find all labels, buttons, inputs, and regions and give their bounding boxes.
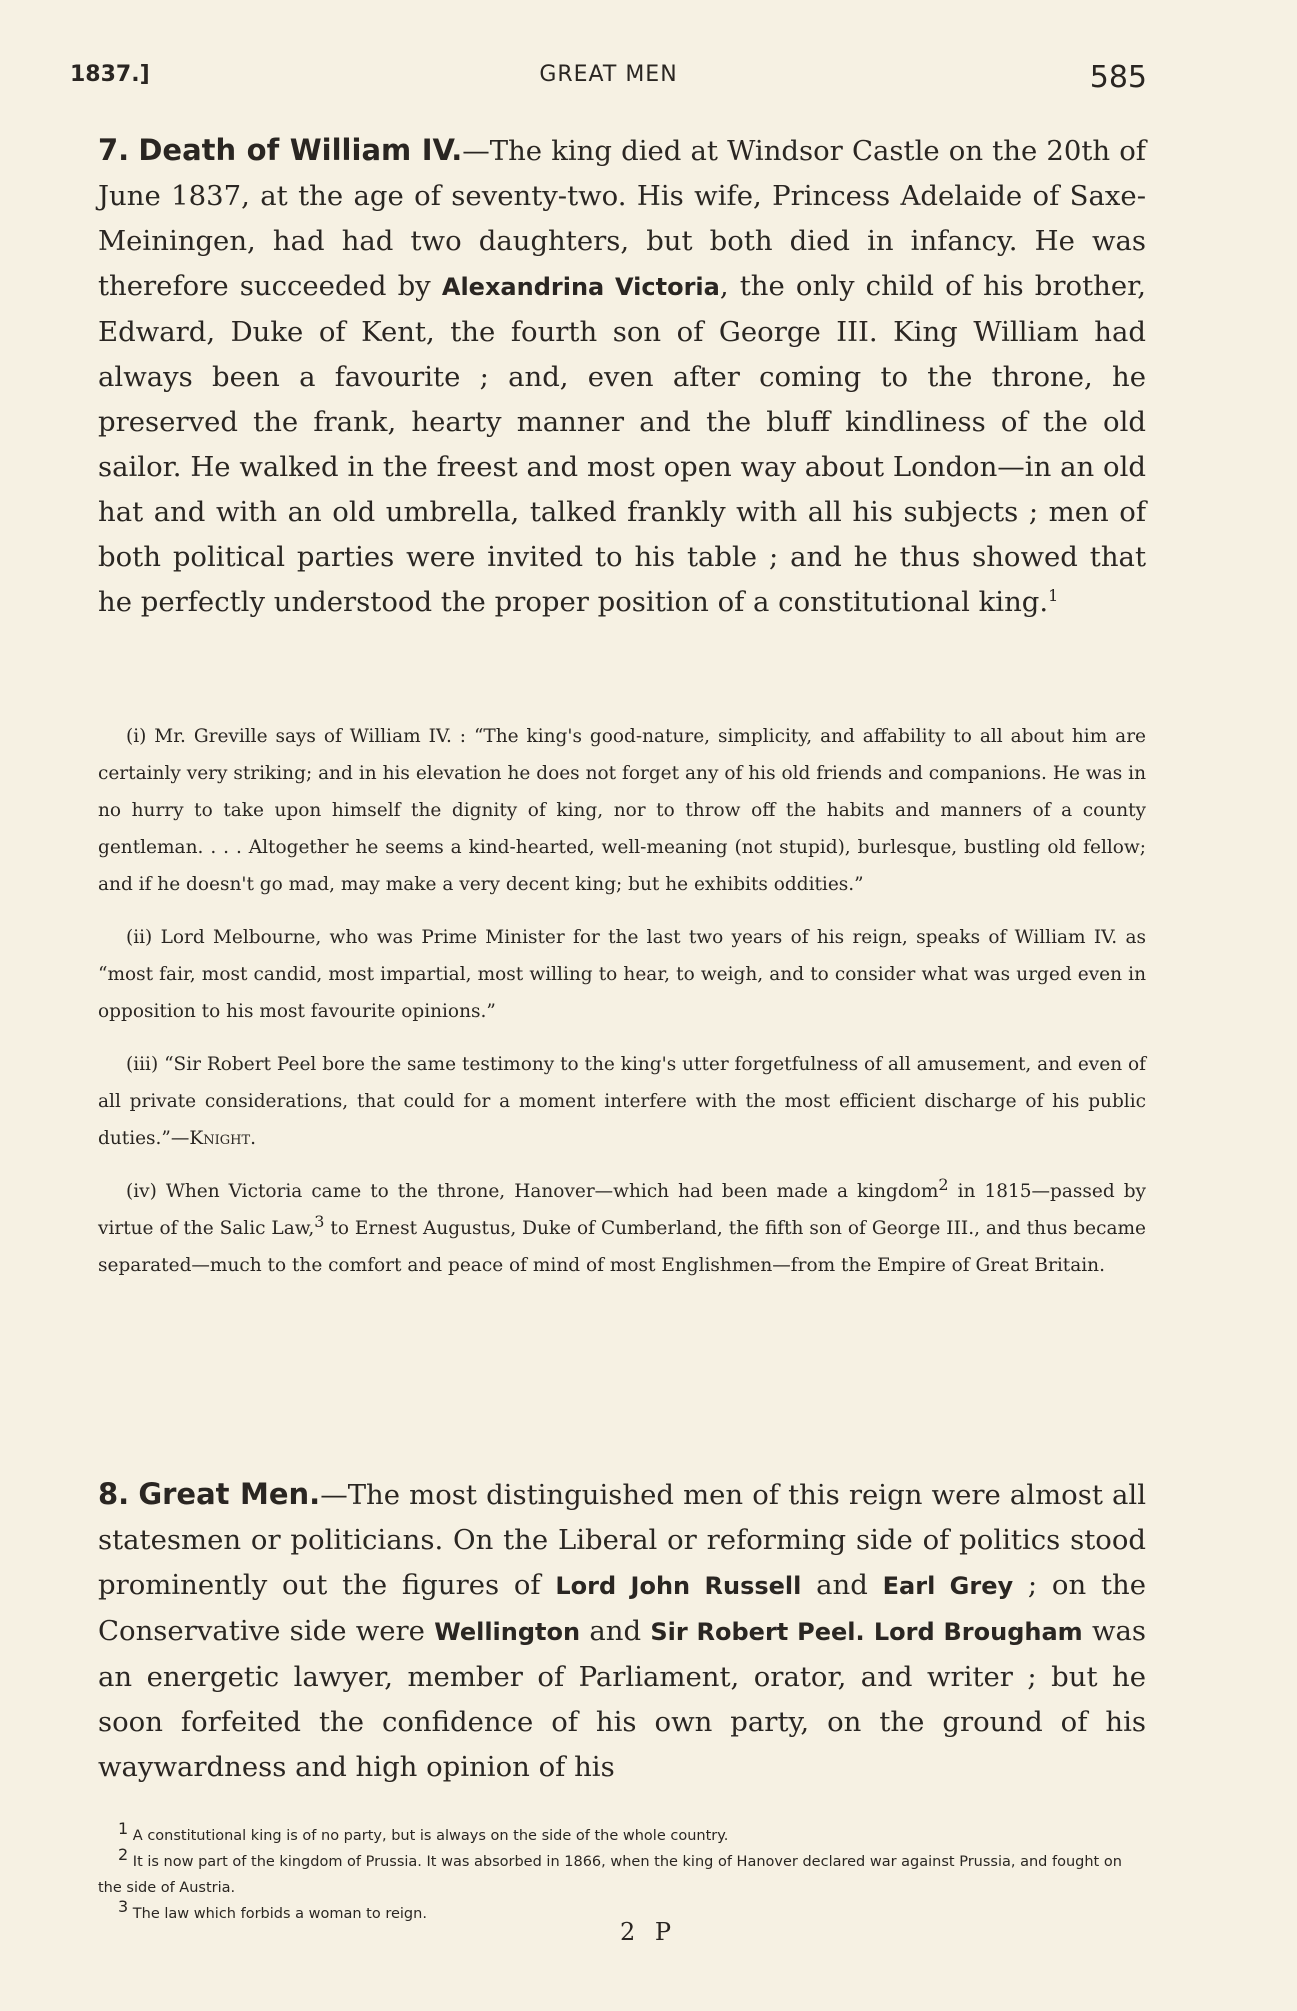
bold-name: Sir Robert Peel. — [650, 1618, 865, 1646]
note-text: , and thus became separated—much to the comfort and peace of mind of most Englishmen—from the Empire of Great Britain. — [98, 1218, 1146, 1276]
footnote-ref: 1 — [1048, 585, 1059, 605]
footnotes — [98, 1819, 1146, 1927]
bold-name: Alexandrina Victoria — [441, 273, 720, 301]
footnote-ref: 2 — [938, 1174, 949, 1194]
note-id: (ii) — [126, 927, 153, 948]
section-8-text: was an energetic lawyer, member of Parliament, orator, and writer ; but he soon forfeited the confidence of his own party, on the ground of his waywardness and high opinion of his — [98, 1615, 1146, 1783]
note-id: (i) — [126, 726, 147, 747]
roman-numeral: III. — [946, 1218, 975, 1239]
note-iv — [98, 1173, 1146, 1284]
section-7-number: 7. — [98, 133, 130, 167]
footnote-text: A constitutional king is of no party, but is always on the side of the whole country. — [132, 1828, 729, 1844]
section-8-text — [865, 1615, 874, 1647]
section-7-text: . King William had always been a favourite ; and, even after coming to the throne, he preserved the frank, hearty manner and the bluff kindliness of the old sailor. He walked in the freest and most open way about London—in an old hat and with an old umbrella, talked frankly with all his subjects ; men of both political parties were invited to his table ; and he thus showed that he perfectly understood the proper position of a constitutional king. — [98, 316, 1147, 618]
note-text: “Sir Robert Peel bore the same testimony to the king's utter forgetfulness of all amusement, and even of all private considerations, that could for a moment interfere with the most efficient discharge of his public duties.”— — [98, 1054, 1146, 1149]
section-8 — [98, 1472, 1146, 1790]
bold-name: Wellington — [434, 1618, 581, 1646]
bold-name: Lord Brougham — [873, 1618, 1083, 1646]
section-8-heading: Great Men. — [138, 1477, 321, 1511]
section-7 — [98, 128, 1146, 625]
note-text: When Victoria came to the throne, Hanover—which had been made a kingdom — [165, 1181, 939, 1202]
section-8-number: 8. — [98, 1477, 130, 1511]
section-7-text: , the only child of his brother, Edward, Duke of Kent, the fourth son of George — [98, 270, 1147, 348]
footnote-2 — [98, 1845, 1146, 1901]
note-text: as “most fair, most candid, most impartial, most willing to hear, to weigh, and to consider what was urged even in opposition to his most favourite opinions.” — [98, 927, 1146, 1022]
signature-mark: 2 P — [619, 1918, 678, 1946]
author-attribution: Knight. — [189, 1128, 256, 1149]
note-id: (iv) — [126, 1181, 157, 1202]
footnote-number: 1 — [118, 1819, 129, 1839]
note-text: in 1815—passed by virtue of the Salic Law, — [98, 1181, 1146, 1239]
roman-numeral: IV. — [1093, 927, 1118, 948]
roman-numeral: IV. — [428, 726, 452, 747]
page-number: 585 — [1089, 60, 1147, 95]
section-8-text: and — [580, 1615, 651, 1647]
footnote-text: It is now part of the kingdom of Prussia. It was absorbed in 1866, when the king of Hanover declared war against Prussia, and fought on the side of Austria. — [98, 1854, 1122, 1896]
section-8-text: —The most distinguished men of this reign were almost all statesmen or politicians. On the Liberal or reforming side of politics stood prominently out the figures of — [98, 1479, 1146, 1601]
bold-name: Earl Grey — [882, 1572, 1014, 1600]
note-iii — [98, 1046, 1146, 1157]
section-7-paragraph — [98, 128, 1146, 625]
section-8-paragraph — [98, 1472, 1146, 1790]
note-i — [98, 718, 1146, 903]
note-ii — [98, 919, 1146, 1030]
note-id: (iii) — [126, 1054, 159, 1075]
section-8-text: and — [801, 1569, 883, 1601]
footnote-number: 3 — [118, 1897, 129, 1917]
header-year: 1837.] — [70, 62, 150, 87]
roman-numeral: III — [836, 316, 869, 348]
section-7-text: —The king died at Windsor Castle on the 20th of June 1837, at the age of seventy-two. His wife, Princess Adelaide of Saxe-Meiningen, had had two daughters, but both died in infancy. He was therefore succeeded by — [98, 135, 1146, 302]
note-text: to Ernest Augustus, Duke of Cumberland, the fifth son of George — [324, 1218, 947, 1239]
footnote-1 — [98, 1819, 1146, 1849]
note-text: Mr. Greville says of William — [154, 726, 429, 747]
notes-block — [98, 718, 1146, 1300]
bold-name: Lord John Russell — [555, 1572, 802, 1600]
running-header — [70, 62, 1147, 102]
section-8-text: ; on the Conservative side were — [98, 1569, 1147, 1647]
section-7-heading: Death of William IV. — [138, 133, 463, 167]
footnote-number: 2 — [118, 1845, 129, 1865]
header-title: GREAT MEN — [539, 62, 678, 87]
footnote-text: The law which forbids a woman to reign. — [132, 1906, 427, 1922]
note-text: Lord Melbourne, who was Prime Minister for the last two years of his reign, speaks of William — [160, 927, 1094, 948]
footnote-ref: 3 — [314, 1211, 325, 1231]
note-text: : “The king's good-nature, simplicity, and affability to all about him are certainly very striking; and in his elevation he does not forget any of his old friends and companions. He was in no hurry to take upon himself the dignity of king, nor to throw off the habits and manners of a county gentleman. . . . Altogether he seems a kind-hearted, well-meaning (not stupid), burlesque, bustling old fellow; and if he doesn't go mad, may make a very decent king; but he exhibits oddities.” — [98, 726, 1146, 895]
